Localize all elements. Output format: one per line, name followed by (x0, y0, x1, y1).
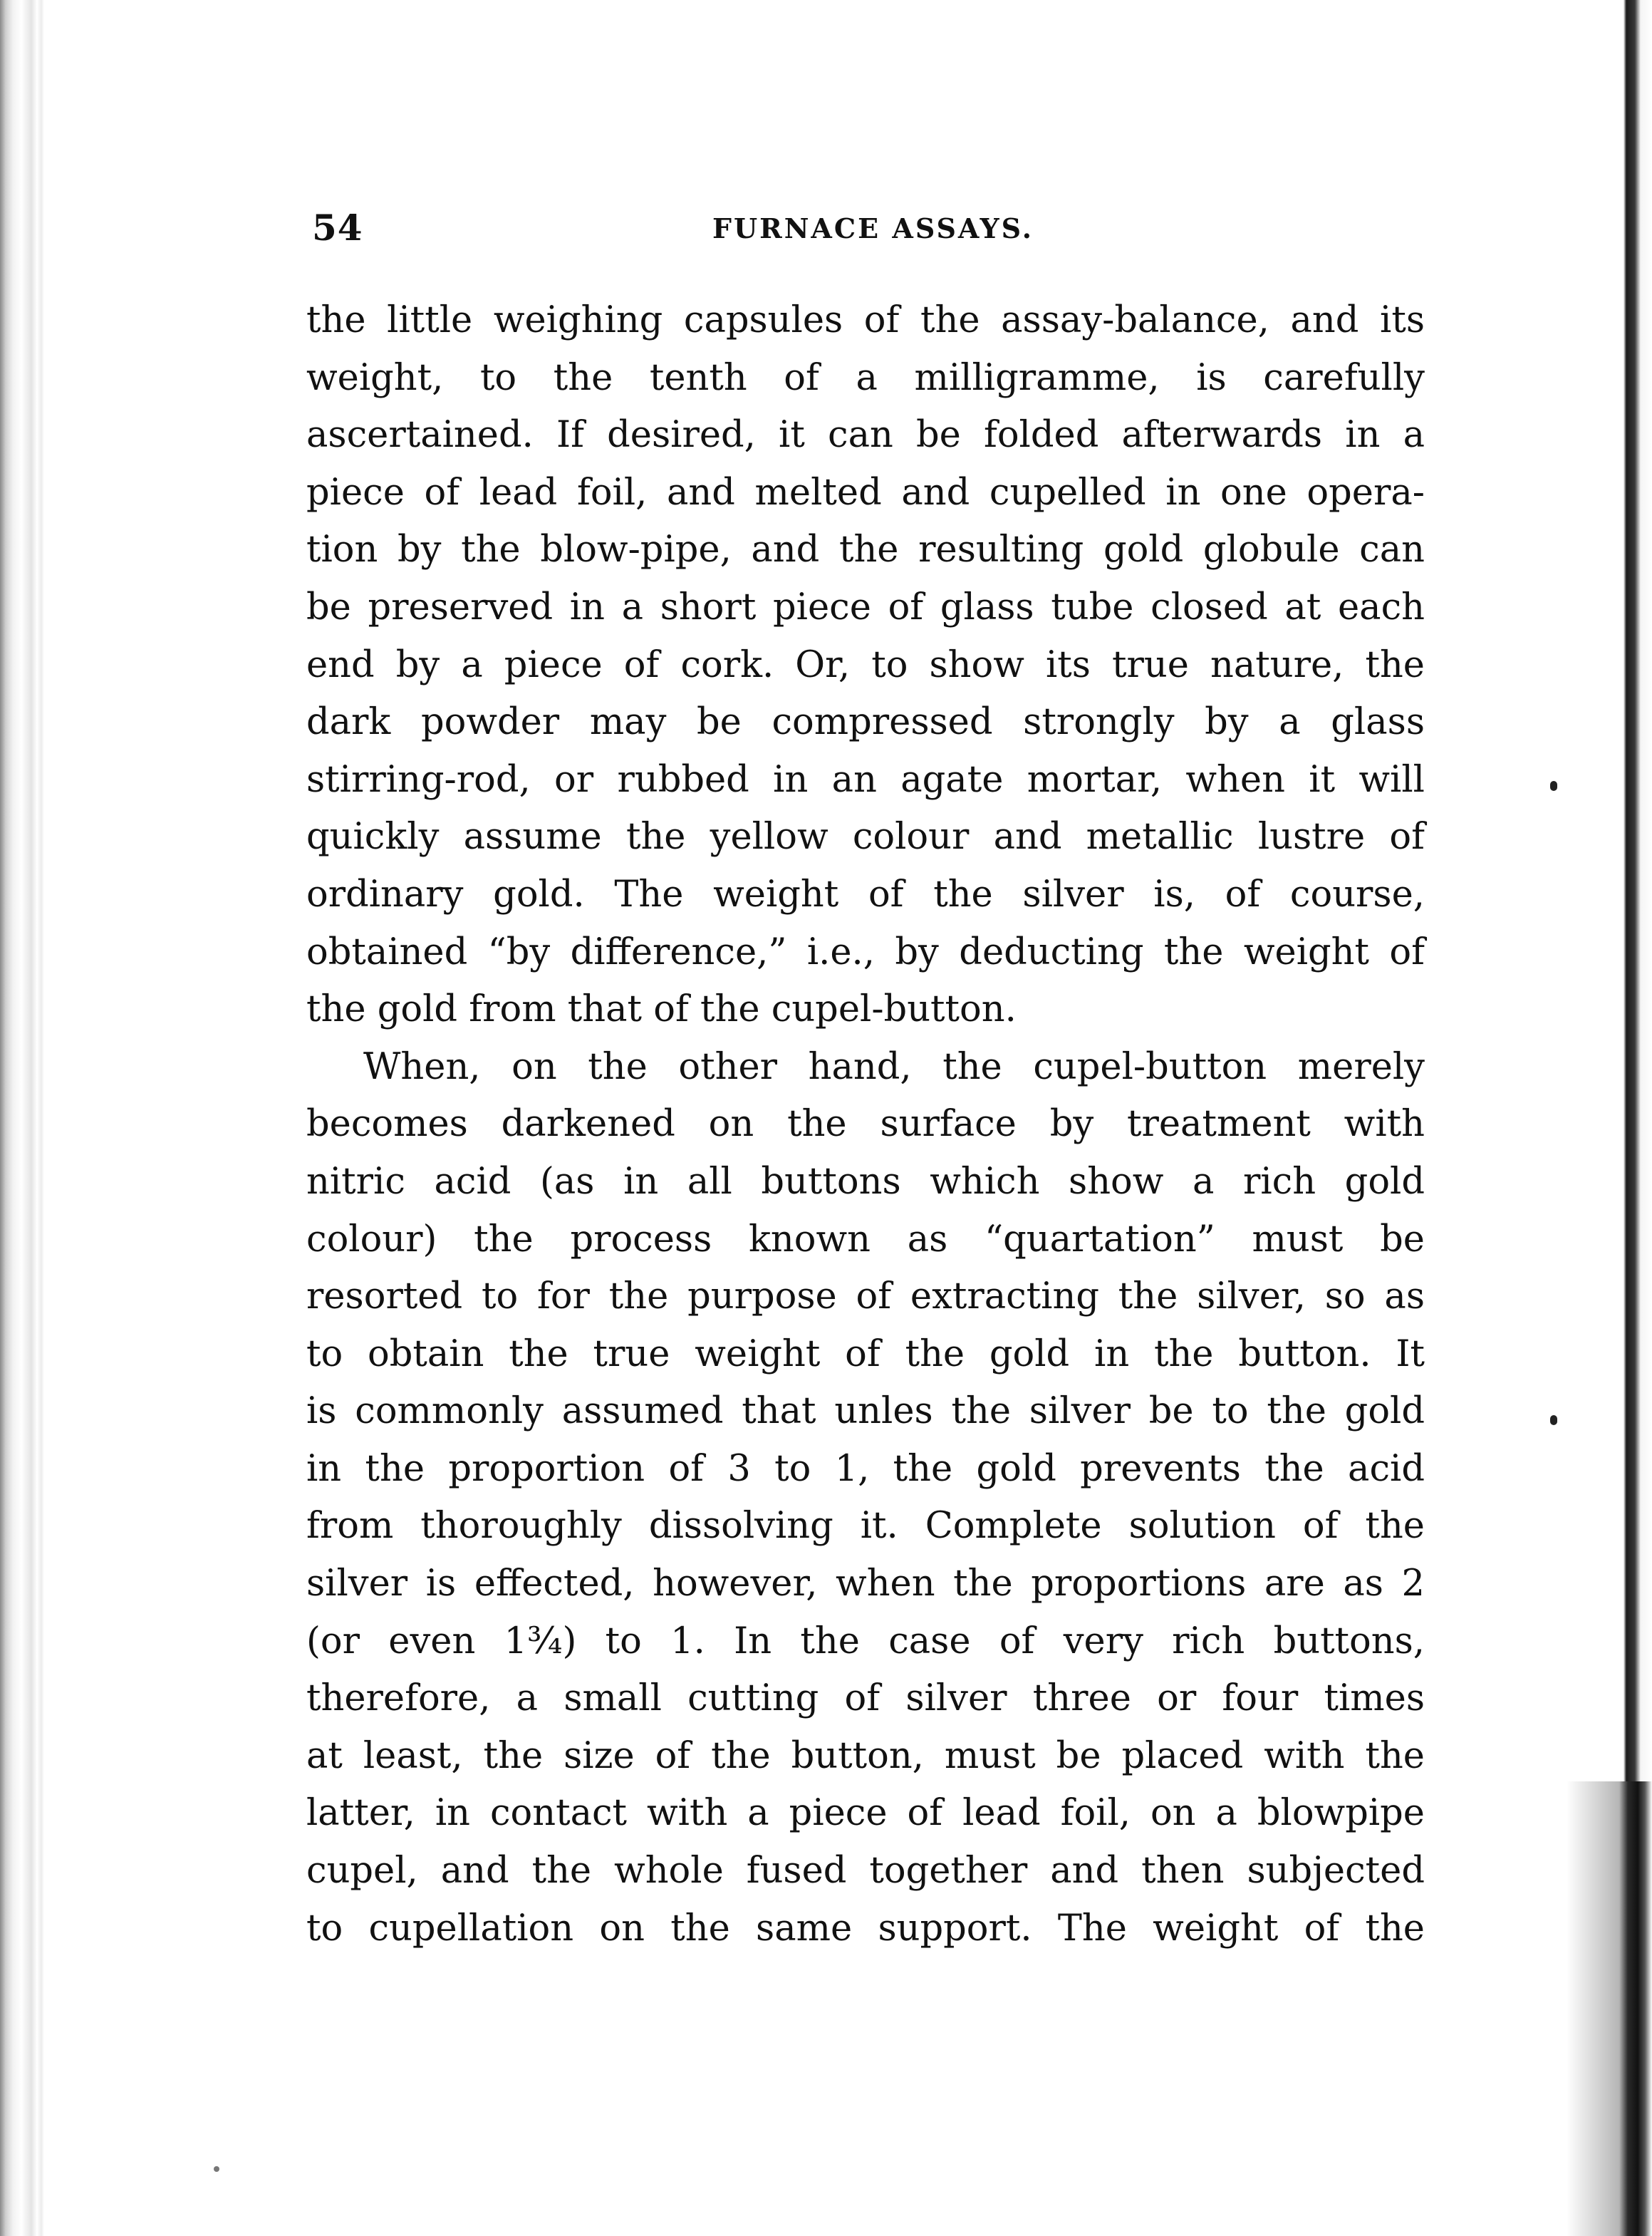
text-line: end by a piece of cork. Or, to show its true nature, the (306, 643, 1425, 686)
scan-speck (1550, 781, 1557, 791)
text-line: weight, to the tenth of a milligramme, is carefully (306, 356, 1425, 399)
text-line: (or even 1¾) to 1. In the case of very rich buttons, (306, 1620, 1425, 1662)
text-line: cupel, and the whole fused together and then subjected (306, 1850, 1425, 1893)
page-header (306, 207, 1425, 257)
text-line: in the proportion of 3 to 1, the gold prevents the acid (306, 1447, 1425, 1490)
text-line: tion by the blow-pipe, and the resulting gold globule can (306, 529, 1425, 571)
text-line: silver is effected, however, when the proportions are as 2 (306, 1563, 1425, 1605)
text-line: be preserved in a short piece of glass tube closed at each (306, 586, 1425, 628)
text-line: ascertained. If desired, it can be folded afterwards in a (306, 414, 1425, 457)
text-line: becomes darkened on the surface by treatment with (306, 1103, 1425, 1146)
text-line: at least, the size of the button, must be placed with the (306, 1734, 1425, 1777)
running-head: FURNACE ASSAYS. (712, 212, 1034, 244)
text-line: resorted to for the purpose of extracting the silver, so as (306, 1275, 1425, 1318)
text-line: to cupellation on the same support. The weight of the (306, 1907, 1425, 1950)
text-line: the little weighing capsules of the assay-balance, and its (306, 299, 1425, 341)
text-line: When, on the other hand, the cupel-button merely (363, 1045, 1425, 1088)
text-line: therefore, a small cutting of silver three or four times (306, 1677, 1425, 1720)
page-left-edge (0, 0, 44, 2236)
body-text (306, 292, 1425, 1957)
page-right-edge-shadow (1567, 1781, 1652, 2236)
text-line: is commonly assumed that unles the silver be to the gold (306, 1390, 1425, 1433)
text-line: dark powder may be compressed strongly by a glass (306, 701, 1425, 744)
scan-speck (214, 2166, 219, 2172)
text-line: the gold from that of the cupel-button. (306, 988, 1017, 1031)
text-line: piece of lead foil, and melted and cupelled in one opera- (306, 471, 1425, 514)
scan-speck (1550, 1415, 1557, 1425)
text-line: from thoroughly dissolving it. Complete solution of the (306, 1505, 1425, 1548)
text-line: stirring-rod, or rubbed in an agate mortar, when it will (306, 758, 1425, 801)
text-line: obtained “by difference,” i.e., by deducting the weight of (306, 931, 1425, 973)
text-line: nitric acid (as in all buttons which show a rich gold (306, 1160, 1425, 1203)
text-line: quickly assume the yellow colour and metallic lustre of (306, 816, 1425, 859)
text-line: latter, in contact with a piece of lead foil, on a blowpipe (306, 1792, 1425, 1835)
text-line: ordinary gold. The weight of the silver is, of course, (306, 873, 1425, 916)
text-line: to obtain the true weight of the gold in the button. It (306, 1332, 1425, 1375)
page-number: 54 (312, 207, 363, 249)
text-line: colour) the process known as “quartation” must be (306, 1218, 1425, 1261)
